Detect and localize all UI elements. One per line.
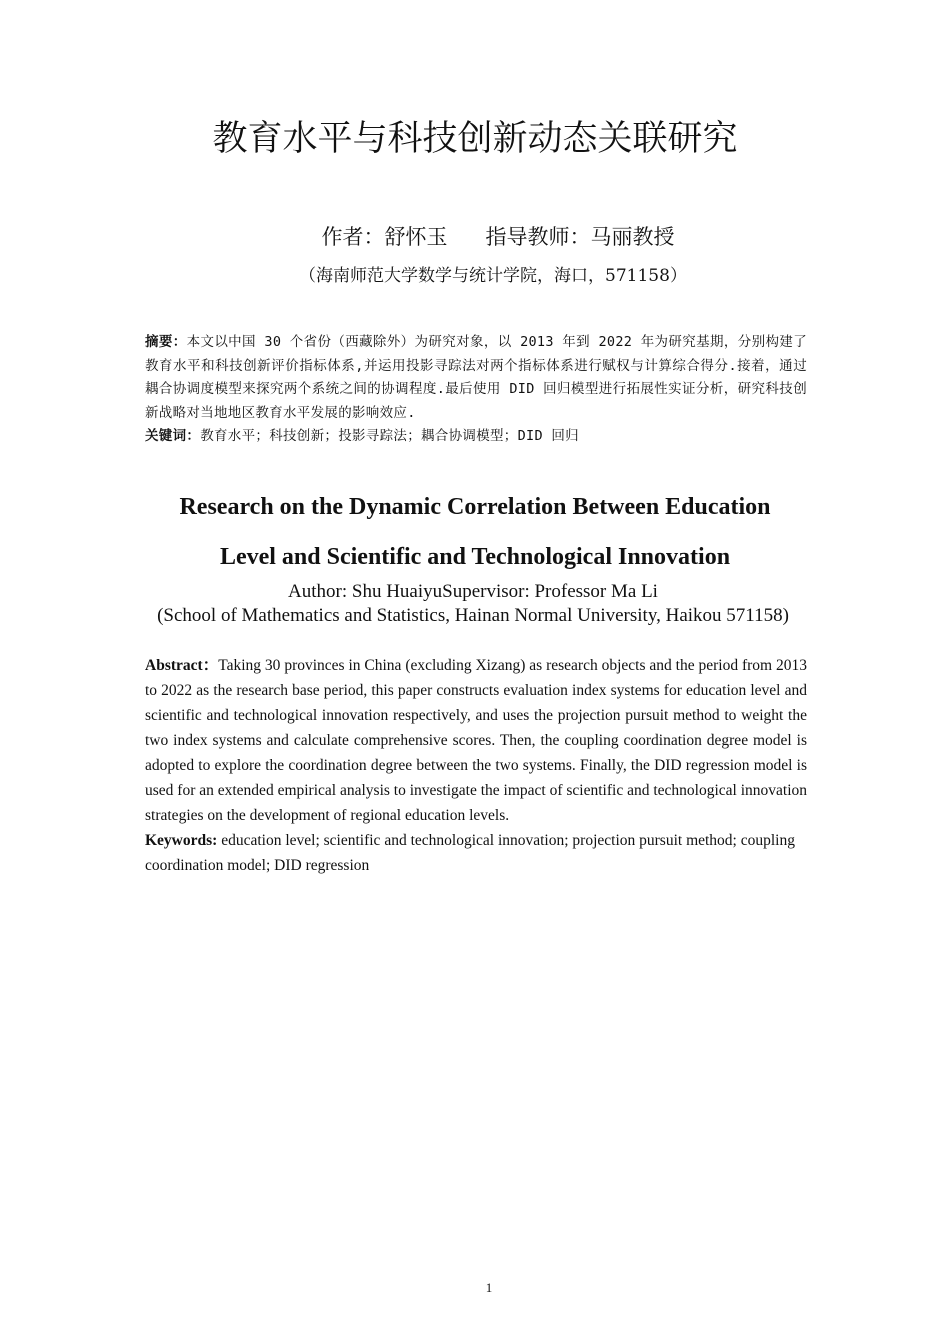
- english-keywords: [145, 828, 807, 878]
- chinese-abstract: [145, 331, 807, 425]
- english-keywords-text: education level; scientific and technological innovation; projection pursuit method; coupling coordination model; DID regression: [145, 832, 795, 874]
- english-keywords-label: Keywords:: [145, 832, 218, 849]
- english-abstract-block: [145, 653, 807, 878]
- chinese-abstract-block: [145, 331, 807, 449]
- chinese-affiliation: （海南师范大学数学与统计学院，海口，571158）: [299, 266, 687, 286]
- chinese-abstract-text: 本文以中国 30 个省份（西藏除外）为研究对象，以 2013 年到 2022 年为研究基期，分别构建了教育水平和科技创新评价指标体系,并运用投影寻踪法对两个指标体系进行赋权与计算综合得分.接着，通过耦合协调度模型来探究两个系统之间的协调程度.最后使用 DID 回归模型进行拓展性实证分析，研究科技创新战略对当地地区教育水平发展的影响效应.: [145, 334, 807, 421]
- english-title-line-2: Level and Scientific and Technological Innovation: [219, 544, 731, 570]
- english-author-line: Author: Shu HuaiyuSupervisor: Professor Ma Li: [288, 581, 658, 602]
- english-abstract-text: Taking 30 provinces in China (excluding Xizang) as research objects and the period from 2013 to 2022 as the research base period, this paper constructs evaluation index systems for education level and scientific and technological innovation respectively, and uses the projection pursuit method to weight the two index systems and calculate comprehensive scores. Then, the coupling coordination degree model is adopted to explore the coordination degree between the two systems. Finally, the DID regression model is used for an extended empirical analysis to investigate the impact of scientific and technological innovation strategies on the development of regional education levels.: [145, 657, 807, 824]
- page-number: 1: [485, 1280, 493, 1295]
- english-title-line-1: Research on the Dynamic Correlation Between Education: [179, 494, 771, 520]
- english-title: [0, 482, 950, 582]
- chinese-author-line: 作者：舒怀玉 指导教师：马丽教授: [321, 225, 675, 249]
- english-abstract: [145, 653, 807, 828]
- english-abstract-label: Abstract：: [145, 657, 219, 674]
- chinese-title: 教育水平与科技创新动态关联研究: [212, 119, 738, 159]
- chinese-keywords-label: 关键词：: [145, 428, 201, 444]
- chinese-keywords: [145, 425, 807, 449]
- english-affiliation: (School of Mathematics and Statistics, Hainan Normal University, Haikou 571158): [157, 605, 789, 626]
- chinese-keywords-text: 教育水平；科技创新；投影寻踪法；耦合协调模型；DID 回归: [200, 428, 579, 444]
- chinese-abstract-label: 摘要：: [145, 334, 187, 350]
